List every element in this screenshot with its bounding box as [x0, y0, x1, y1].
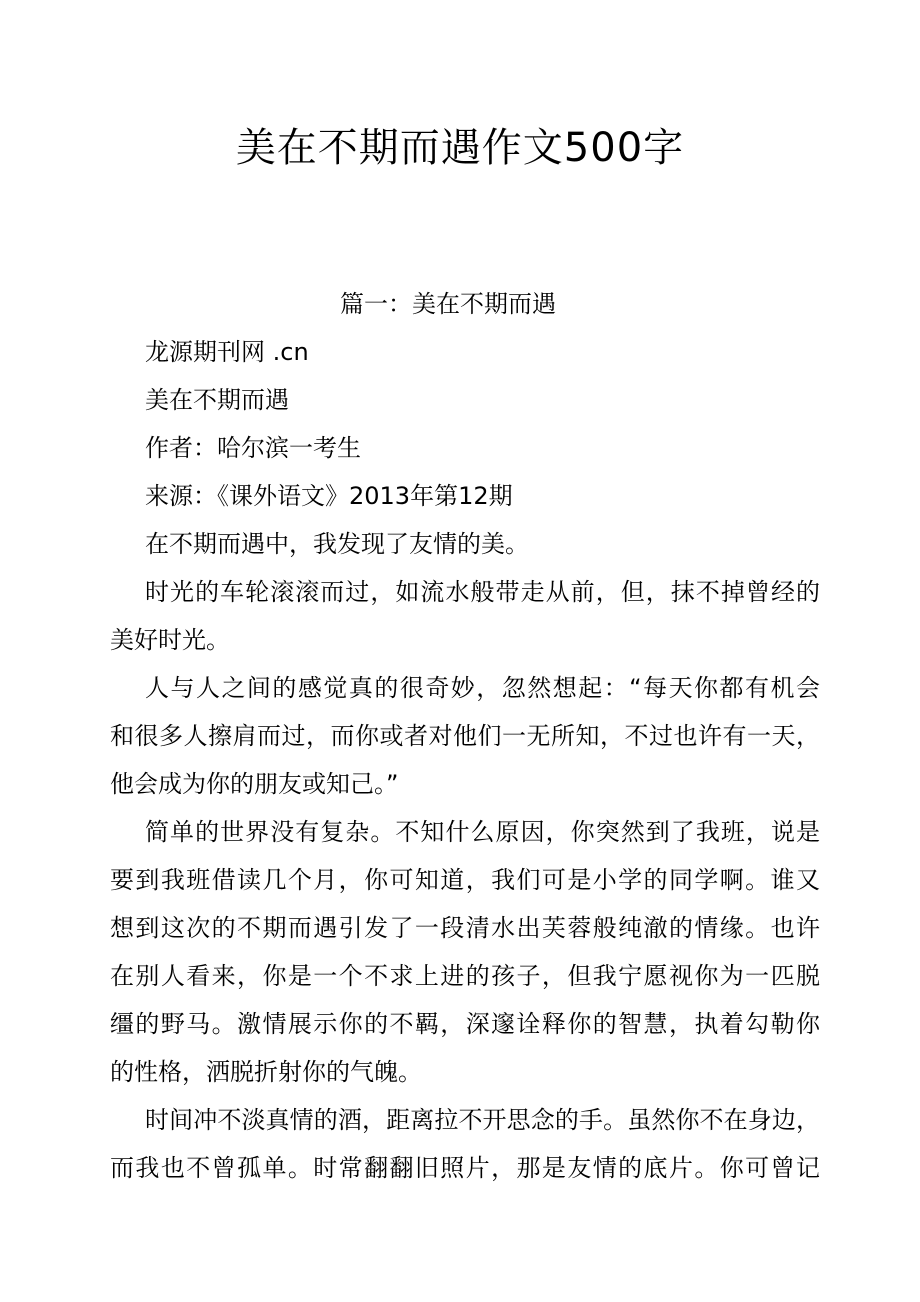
article-title-line: 美在不期而遇: [145, 386, 289, 414]
source-website-line: 龙源期刊网 .cn: [145, 338, 309, 366]
paragraph-line: 的性格，洒脱折射你的气魄。: [110, 1058, 422, 1086]
paragraph-line: 想到这次的不期而遇引发了一段清水出芙蓉般纯澈的情缘。也许: [110, 914, 820, 942]
document-title: 美在不期而遇作文500字: [235, 125, 685, 171]
paragraph-line: 人与人之间的感觉真的很奇妙，忽然想起：“每天你都有机会: [145, 674, 820, 702]
paragraph-line: 简单的世界没有复杂。不知什么原因，你突然到了我班，说是: [145, 818, 820, 846]
paragraph-line: 和很多人擦肩而过，而你或者对他们一无所知，不过也许有一天，: [110, 722, 820, 750]
paragraph-line: 在不期而遇中，我发现了友情的美。: [145, 530, 529, 558]
paragraph-line: 要到我班借读几个月，你可知道，我们可是小学的同学啊。谁又: [110, 866, 820, 894]
paragraph-line: 在别人看来，你是一个不求上进的孩子，但我宁愿视你为一匹脱: [110, 962, 820, 990]
paragraph-line: 他会成为你的朋友或知己。”: [110, 770, 399, 798]
paragraph-line: 时间冲不淡真情的酒，距离拉不开思念的手。虽然你不在身边，: [145, 1106, 820, 1134]
section-heading: 篇一：美在不期而遇: [340, 290, 556, 318]
paragraph-line: 缰的野马。激情展示你的不羁，深邃诠释你的智慧，执着勾勒你: [110, 1010, 820, 1038]
author-line: 作者：哈尔滨一考生: [145, 434, 361, 462]
source-line: 来源：《课外语文》2013年第12期: [145, 482, 513, 510]
paragraph-line: 而我也不曾孤单。时常翻翻旧照片，那是友情的底片。你可曾记: [110, 1154, 820, 1182]
paragraph-line: 美好时光。: [110, 626, 230, 654]
paragraph-line: 时光的车轮滚滚而过，如流水般带走从前，但，抹不掉曾经的: [145, 578, 820, 606]
